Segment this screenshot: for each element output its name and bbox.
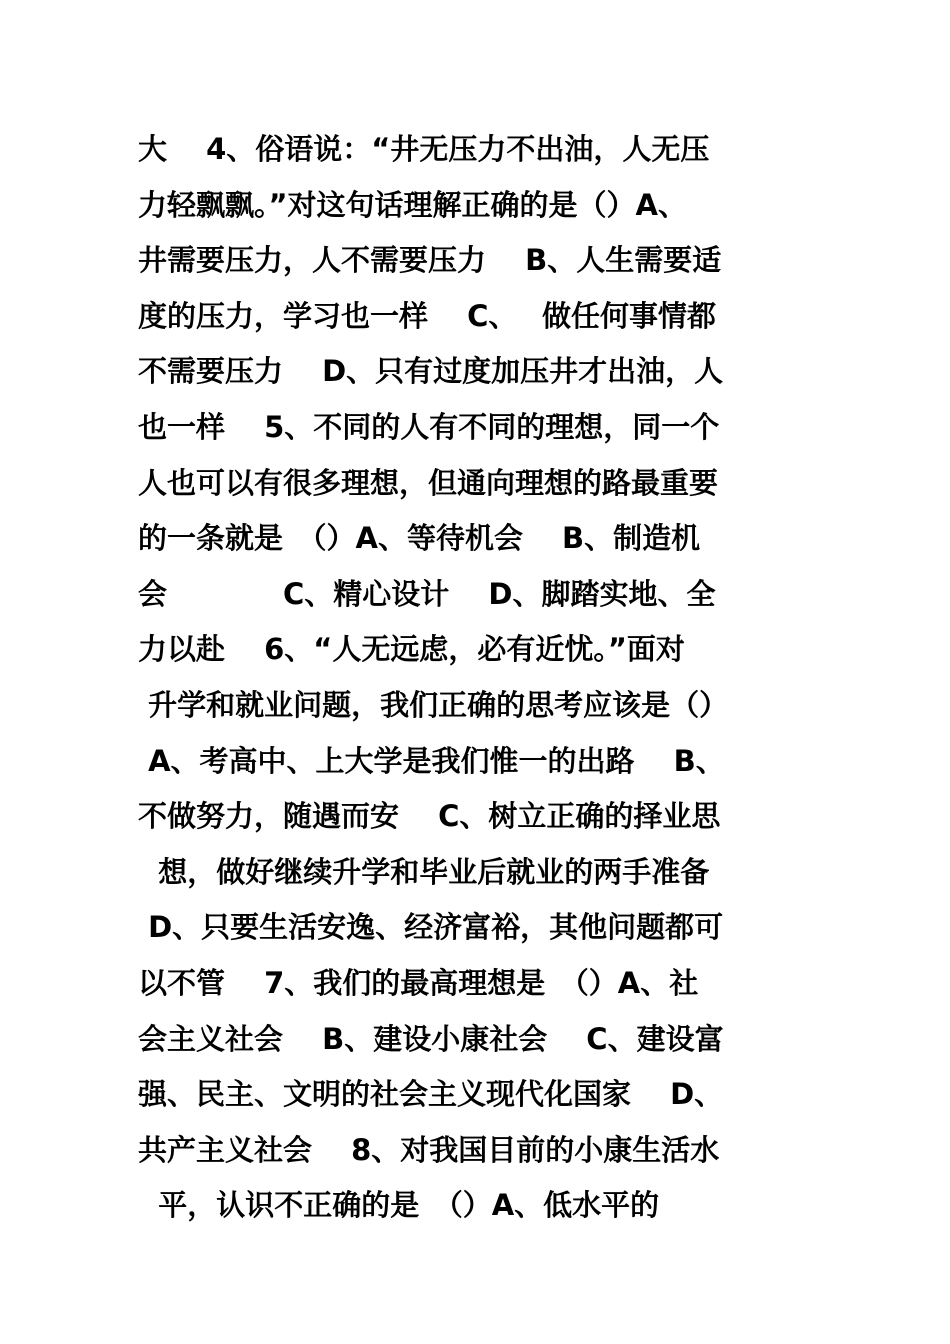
text-line: 不需要压力 D、只有过度加压井才出油，人 <box>138 354 724 389</box>
text-line: 会 C、精心设计 D、脚踏实地、全 <box>138 576 716 611</box>
text-line: 力轻飘飘。”对这句话理解正确的是（）A、 <box>138 187 688 222</box>
text-line: 升学和就业问题，我们正确的思考应该是（） <box>138 687 729 722</box>
text-line: 井需要压力，人不需要压力 B、人生需要适 <box>138 243 722 278</box>
text-line: D、只要生活安逸、经济富裕，其他问题都可 <box>138 910 724 945</box>
text-line: 不做努力，随遇而安 C、树立正确的择业思 <box>138 799 721 834</box>
text-line: 共产主义社会 8、对我国目前的小康生活水 <box>138 1132 720 1167</box>
text-line: A、考高中、上大学是我们惟一的出路 B、 <box>138 743 725 778</box>
document-body <box>138 122 816 1234</box>
text-line: 也一样 5、不同的人有不同的理想，同一个 <box>138 409 720 444</box>
text-line: 以不管 7、我们的最高理想是 （）A、社 <box>138 965 699 1000</box>
text-line: 想，做好继续升学和毕业后就业的两手准备 <box>138 854 710 889</box>
text-line: 平，认识不正确的是 （）A、低水平的 <box>138 1188 660 1223</box>
text-line: 强、民主、文明的社会主义现代化国家 D、 <box>138 1077 724 1112</box>
text-line: 会主义社会 B、建设小康社会 C、建设富 <box>138 1021 724 1056</box>
text-line: 的一条就是 （）A、等待机会 B、制造机 <box>138 521 701 556</box>
text-line: 度的压力，学习也一样 C、 做任何事情都 <box>138 298 716 333</box>
text-line: 大 4、俗语说：“井无压力不出油，人无压 <box>138 132 710 166</box>
text-line: 人也可以有很多理想，但通向理想的路最重要 <box>138 465 719 500</box>
text-line: 力以赴 6、“人无远虑，必有近忧。”面对 <box>138 632 685 667</box>
